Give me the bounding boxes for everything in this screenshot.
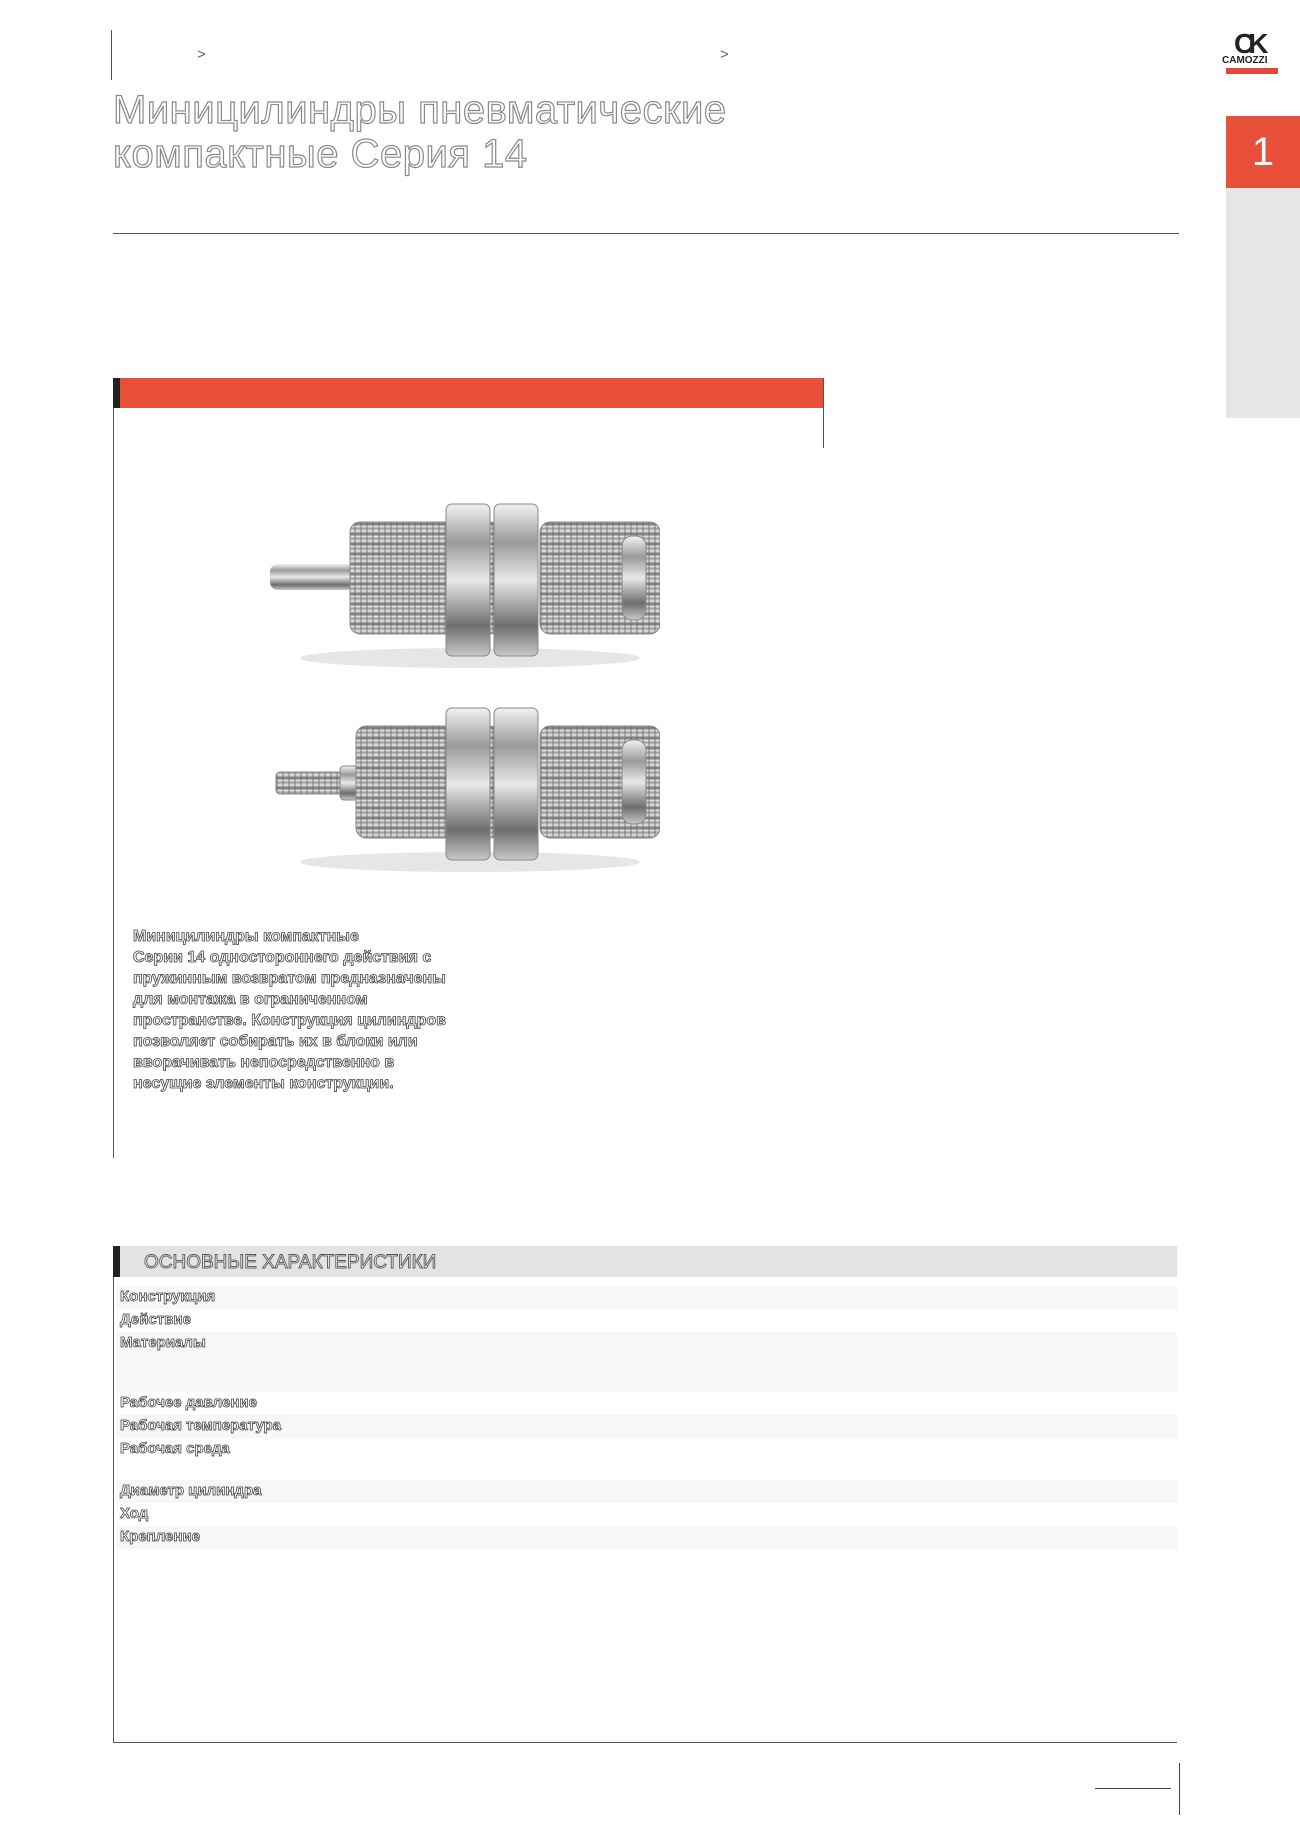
- breadcrumb-separator: >: [720, 46, 729, 63]
- cylinder-plain-rod-image: [250, 496, 660, 686]
- title-divider: [113, 233, 1179, 234]
- product-frame-left: [113, 408, 114, 1158]
- product-header-bar: [113, 378, 823, 408]
- table-row: [116, 1438, 1177, 1476]
- characteristics-frame-bottom: [113, 1742, 1177, 1743]
- breadcrumb-rule: [111, 30, 112, 80]
- row-label: Материалы: [120, 1334, 206, 1351]
- table-row: [116, 1332, 1177, 1392]
- row-label: Крепление: [120, 1528, 201, 1545]
- table-row: [116, 1526, 1177, 1549]
- row-label: Действие: [120, 1311, 191, 1328]
- table-row: [116, 1392, 1177, 1415]
- section-tab[interactable]: 1: [1226, 116, 1300, 188]
- page-title-line-1: Миницилиндры пневматические: [113, 88, 727, 132]
- row-label: Рабочее давление: [120, 1394, 257, 1411]
- description-text: Миницилиндры компактные Серии 14 одностороннего действия с пружинным возвратом предназначены для монтажа в ограниченном пространстве. Конструкция цилиндров позволяет собирать их в блоки или вворачивать непосредственно в несущие элементы конструкции.: [133, 928, 446, 1092]
- product-header-bar-edge: [113, 378, 120, 408]
- logo-text: CAMOZZI: [1222, 55, 1268, 66]
- table-row: [116, 1309, 1177, 1332]
- footer-rule: [1179, 1763, 1180, 1815]
- page-title-line-2: компактные Серия 14: [113, 132, 528, 176]
- product-description: [133, 926, 463, 1094]
- row-label: Рабочая среда: [120, 1440, 230, 1457]
- logo-underline: [1226, 68, 1278, 74]
- product-frame-right: [823, 378, 824, 448]
- cylinder-threaded-rod-image: [250, 700, 660, 890]
- characteristics-title: ОСНОВНЫЕ ХАРАКТЕРИСТИКИ: [144, 1252, 437, 1273]
- row-label: Диаметр цилиндра: [120, 1482, 262, 1499]
- row-label: Конструкция: [120, 1288, 216, 1305]
- table-row: [116, 1415, 1177, 1438]
- breadcrumb-separator: >: [197, 46, 206, 63]
- table-row: [116, 1480, 1177, 1503]
- row-label: Ход: [120, 1505, 149, 1522]
- footer-line: [1095, 1788, 1171, 1789]
- characteristics-frame-left: [113, 1277, 114, 1743]
- table-row: [116, 1503, 1177, 1526]
- camozzi-logo: [1222, 28, 1286, 74]
- logo-mark-icon: CK: [1234, 28, 1263, 59]
- table-row: [116, 1286, 1177, 1309]
- characteristics-header-edge: [113, 1246, 120, 1277]
- row-label: Рабочая температура: [120, 1417, 282, 1434]
- page-title: [113, 88, 1013, 176]
